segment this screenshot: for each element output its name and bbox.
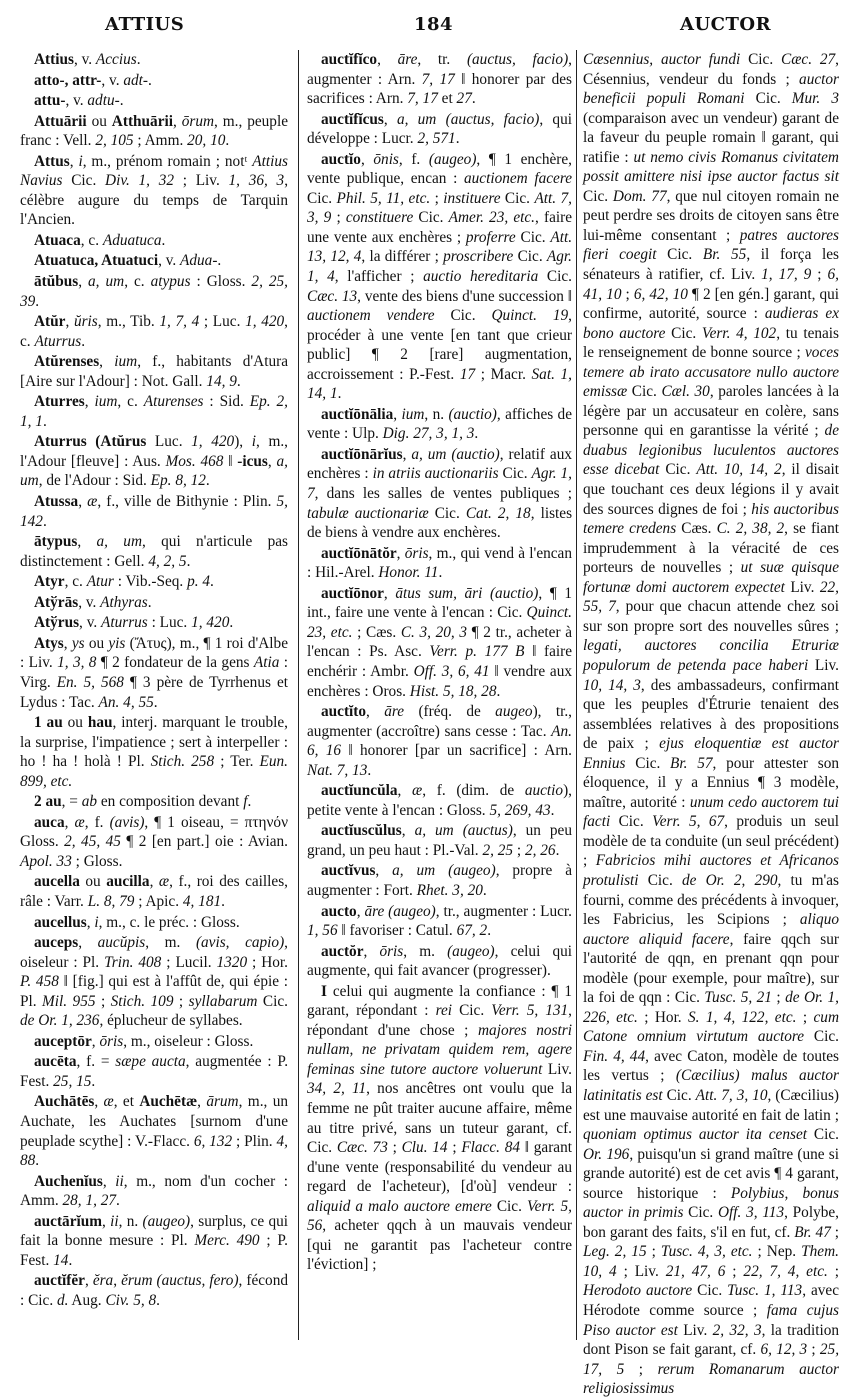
dictionary-entry: I celui qui augmente la confiance : ¶ 1 garant, répondant : rei Cic. Verr. 5, 131, répondant d'une chose ; majores nostri nullam, ne privatam quidem rem, agere feminas sine tutore auctore voluerunt Liv. 34, 2, 11, nos ancêtres ont voulu que la femme ne pût traiter aucune affaire, même au titre privé, sans un tuteur garant, cf. Cic. Cæc. 73 ; Clu. 14 ; Flacc. 84 ‖ garant d'une vente (responsabilité du vendeur au regard de l'acheteur), [d'où] vendeur : aliquid a malo auctore emere Cic. Verr. 5, 56, acheter qqch à un mauvais vendeur [qui ne garantit pas l'acheteur contre l'éviction] ; (307, 982, 573, 1274)
dictionary-entry: auctĭuscŭlus, a, um (auctus), un peu grand, un peu haut : Pl.-Val. 2, 25 ; 2, 26. (307, 822, 572, 859)
dictionary-entry: Atўrās, v. Athyras. (34, 593, 152, 611)
dictionary-entry: auctĭfĭcus, a, um (auctus, facio), qui développe : Lucr. 2, 571. (307, 110, 572, 148)
dictionary-entry: auctĭuncŭla, æ, f. (dim. de auctio), petite vente à l'encan : Gloss. 5, 269, 43. (307, 782, 572, 819)
dictionary-entry: Atyr, c. Atur : Vib.-Seq. p. 4. (34, 573, 214, 591)
dictionary-entry: aucēta, f. = sæpe aucta, augmentée : P. Fest. 25, 15. (20, 1053, 289, 1090)
dictionary-entry: Atuaca, c. Aduatuca. (34, 231, 166, 249)
column-divider (298, 50, 299, 1340)
dictionary-entry: Attuārii ou Atthuārii, ōrum, m., peuple franc : Vell. 2, 105 ; Amm. 20, 10. (20, 112, 288, 150)
dictionary-entry: Atys, ys ou yis (Ἄτυς), m., ¶ 1 roi d'Albe : Liv. 1, 3, 8 ¶ 2 fondateur de la gens Atia : Virg. En. 5, 568 ¶ 3 père de Tyrrhenus et Lydus : Tac. An. 4, 55. (20, 634, 288, 711)
dictionary-entry: auctĭfĭco, āre, tr. (auctus, facio), augmenter : Arn. 7, 17 ‖ honorer par des sacrifices : Arn. 7, 17 et 27. (307, 51, 572, 108)
running-head-right: AUCTOR (680, 14, 772, 35)
dictionary-column-1 (20, 50, 288, 1340)
dictionary-entry: Attius, v. Accius. (34, 51, 141, 68)
dictionary-entry: auctĭōnārĭus, a, um (auctio), relatif aux enchères : in atriis auctionariis Cic. Agr. 1, 7, dans les salles de ventes publiques ; tabulæ auctionariæ Cic. Cat. 2, 18, listes de biens à vendre aux enchères. (307, 445, 573, 542)
dictionary-entry: Auchātēs, æ, et Auchētæ, ārum, m., un Auchate, les Auchates [surnom d'une peuplade scythe] : V.-Flacc. 6, 132 ; Plin. 4, 88. (20, 1093, 288, 1170)
dictionary-entry: auceps, aucŭpis, m. (avis, capio), oiseleur : Pl. Trin. 408 ; Lucil. 1320 ; Hor. P. 458 ‖ [fig.] qui est à l'affût de, qui épie : Pl. Mil. 955 ; Stich. 109 ; syllabarum Cic. de Or. 1, 236, éplucheur de syllabes. (20, 934, 289, 1030)
dictionary-entry: aucella ou aucilla, æ, f., roi des cailles, râle : Varr. L. 8, 79 ; Apic. 4, 181. (20, 873, 288, 910)
dictionary-entry: auctĭōnor, ātus sum, āri (auctio), ¶ 1 int., faire une vente à l'encan : Cic. Quinct. 23, etc. ; Cæs. C. 3, 20, 3 ¶ 2 tr., acheter à l'encan : Ps. Asc. Verr. p. 177 B ‖ faire enchérir : Ambr. Off. 3, 6, 41 ‖ vendre aux enchères : Oros. Hist. 5, 18, 28. (307, 584, 572, 700)
dictionary-entry: auctĭfĕr, ĕra, ĕrum (auctus, fero), fécond : Cic. d. Aug. Civ. 5, 8. (20, 1272, 288, 1309)
dictionary-entry: Attus, i, m., prénom romain ; notᵗ Attius Navius Cic. Div. 1, 32 ; Liv. 1, 36, 3, célèbre augure du temps de Tarquin l'Ancien. (20, 152, 289, 229)
running-head-left: ATTIUS (105, 14, 185, 35)
dictionary-entry: ātypus, a, um, qui n'articule pas distinctement : Gell. 4, 2, 5. (20, 533, 289, 570)
dictionary-entry: aucto, āre (augeo), tr., augmenter : Lucr. 1, 56 ‖ favoriser : Catul. 67, 2. (307, 902, 573, 940)
dictionary-entry: Atŭrenses, ium, f., habitants d'Atura [Aire sur l'Adour] : Not. Gall. 14, 9. (20, 353, 289, 390)
dictionary-entry: Atўrus, v. Aturrus : Luc. 1, 420. (34, 614, 234, 632)
column-divider (576, 50, 577, 1340)
dictionary-entry: Aturres, ium, c. Aturenses : Sid. Ep. 2, 1, 1. (20, 393, 289, 430)
dictionary-entry: Atussa, æ, f., ville de Bithynie : Plin. 5, 142. (20, 493, 288, 530)
dictionary-entry: auctĭto, āre (fréq. de augeo), tr., augmenter (accroître) sans cesse : Tac. An. 6, 16 ‖ honorer [par un sacrifice] : Arn. Nat. 7, 13. (307, 703, 572, 779)
dictionary-entry: auctĭvus, a, um (augeo), propre à augmenter : Fort. Rhet. 3, 20. (307, 862, 573, 899)
page-number: 184 (414, 14, 454, 35)
dictionary-entry: 2 au, = ab en composition devant f. (34, 793, 252, 811)
page-header (0, 14, 858, 40)
dictionary-column-2 (307, 50, 572, 1340)
dictionary-entry: Aturrus (Atŭrus Luc. 1, 420), i, m., l'Adour [fleuve] : Aus. Mos. 468 ‖ -icus, a, um, de l'Adour : Sid. Ep. 8, 12. (20, 433, 288, 490)
dictionary-column-3 (583, 50, 840, 1398)
dictionary-entry: auceptōr, ōris, m., oiseleur : Gloss. (34, 1032, 254, 1050)
dictionary-entry: aucellus, i, m., c. le préc. : Gloss. (34, 913, 240, 931)
dictionary-entry: Auchenĭus, ii, m., nom d'un cocher : Amm. 28, 1, 27. (20, 1172, 288, 1210)
dictionary-entry: ātŭbus, a, um, c. atypus : Gloss. 2, 25, 39. (20, 273, 288, 310)
dictionary-entry: auctārĭum, ii, n. (augeo), surplus, ce qui fait la bonne mesure : Pl. Merc. 490 ; P. Fest. 14. (20, 1212, 288, 1269)
dictionary-entry: auctĭo, ōnis, f. (augeo), ¶ 1 enchère, vente publique, encan : auctionem facere Cic. Phil. 5, 11, etc. ; instituere Cic. Att. 7, 3, 9 ; constituere Cic. Amer. 23, etc., faire une vente aux enchères ; proferre Cic. Att. 13, 12, 4, la différer ; proscribere Cic. Agr. 1, 4, l'afficher ; auctio hereditaria Cic. Cæc. 13, vente des biens d'une succession ‖ auctionem vendere Cic. Quinct. 19, procéder à une vente [en tant que crieur public] ¶ 2 [rare] augmentation, accroissement : P.-Fest. 17 ; Macr. Sat. 1, 14, 1. (307, 150, 573, 403)
dictionary-entry: Atuatuca, Atuatuci, v. Adua-. (34, 252, 222, 270)
dictionary-entry: atto-, attr-, v. adt-. (34, 71, 152, 89)
dictionary-entry: Cæsennius, auctor fundi Cic. Cæc. 27, Césennius, vendeur du fonds ; auctor beneficii populi Romani Cic. Mur. 3 (comparaison avec un vendeur) garant de la faveur du peuple romain ‖ garant, qui ratifie : ut nemo civis Romanus civitatem possit amittere nisi ipse auctor factus sit Cic. Dom. 77, que nul citoyen romain ne peut perdre ses droits de citoyen sans être lui-même consentant ; patres auctores fieri coegit Cic. Br. 55, il força les sénateurs à ratifier, cf. Liv. 1, 17, 9 ; 6, 41, 10 ; 6, 42, 10 ¶ 2 [en gén.] garant, qui confirme, autorité, source : audieras ex bono auctore Cic. Verr. 4, 102, tu tenais le renseignement de bonne source ; voces temere ab irato accusatore nullo auctore emissæ Cic. Cæl. 30, paroles lancées à la légère par un accusateur en colère, sans personne qui en garantisse la vérité ; de duabus legionibus luculentos auctores esse dicebat Cic. Att. 10, 14, 2, il disait que touchant ces deux légions il y avait des sources dignes de foi ; his auctoribus temere credens Cæs. C. 2, 38, 2, se fiant imprudemment à la véracité de ces porteurs de nouvelles ; ut suæ quisque fortunæ domi auctorem expectet Liv. 22, 55, 7, pour que chacun attende chez soi sur son propre sort des nouvelles sûres ; legati, auctores concilia Etruriæ populorum de petenda pace haberi Liv. 10, 14, 3, des ambassadeurs, confirmant que les peuples d'Étrurie tenaient des assemblées relatives à des propositions de paix ; ejus eloquentiæ est auctor Ennius Cic. Br. 57, pour attester son éloquence, il y a Ennius ¶ 3 modèle, maître, autorité : unum cedo auctorem tui facti Cic. Verr. 5, 67, produis un seul modèle de ta conduite (un seul précédent) ; Fabricios mihi auctores et Africanos protulisti Cic. de Or. 2, 290, tu m'as fourni, comme des précédents à invoquer, les Fabricius, les Scipions ; aliquo auctore aliquid facere, faire qqch sur l'autorité de qqn, en prenant qqn pour modèle (pour exemple, pour maître), sur la foi de qqn : Cic. Tusc. 5, 21 ; de Or. 1, 226, etc. ; Hor. S. 1, 4, 122, etc. ; cum Catone omnium virtutum auctore Cic. Fin. 4, 44, avec Caton, modèle de toutes les vertus ; (Cæcilius) malus auctor latinitatis est Cic. Att. 7, 3, 10, (Cæcilius) est une mauvaise autorité en fait de latin ; quoniam optimus auctor ita censet Cic. Or. 196, puisqu'un si grand maître (une si grande autorité) est de cet avis ¶ 4 garant, source historique : Polybius, bonus auctor in primis Cic. Off. 3, 113, Polybe, bon garant des faits, s'il en fut, cf. Br. 47 ; Leg. 2, 15 ; Tusc. 4, 3, etc. ; Nep. Them. 10, 4 ; Liv. 21, 47, 6 ; 22, 7, 4, etc. ; Herodoto auctore Cic. Tusc. 1, 113, avec Hérodote comme source ; fama cujus Piso auctor est Liv. 2, 32, 3, la tradition dont Pison se fait garant, cf. 6, 12, 3 ; 25, 17, 5 ; rerum Romanarum auctor religiosissimus (583, 51, 840, 1398)
dictionary-entry: auctĭōnātŏr, ōris, m., qui vend à l'encan : Hil.-Arel. Honor. 11. (307, 544, 572, 582)
dictionary-entry: auctĭōnālia, ium, n. (auctio), affiches de vente : Ulp. Dig. 27, 3, 1, 3. (307, 405, 572, 443)
dictionary-entry: auca, æ, f. (avis), ¶ 1 oiseau, = πτηνόν Gloss. 2, 45, 45 ¶ 2 [en part.] oie : Avian. Apol. 33 ; Gloss. (20, 813, 288, 870)
dictionary-entry: 1 au ou hau, interj. marquant le trouble, la surprise, l'impatience ; sert à interpeller : ho ! ha ! holà ! Pl. Stich. 258 ; Ter. Eun. 899, etc. (20, 714, 288, 790)
dictionary-entry: Atŭr, ŭris, m., Tib. 1, 7, 4 ; Luc. 1, 420, c. Aturrus. (20, 313, 288, 350)
dictionary-entry: attu-, v. adtu-. (34, 92, 124, 110)
dictionary-entry: auctŏr, ōris, m. (augeo), celui qui augmente, qui fait avancer (progresser). (307, 942, 572, 980)
